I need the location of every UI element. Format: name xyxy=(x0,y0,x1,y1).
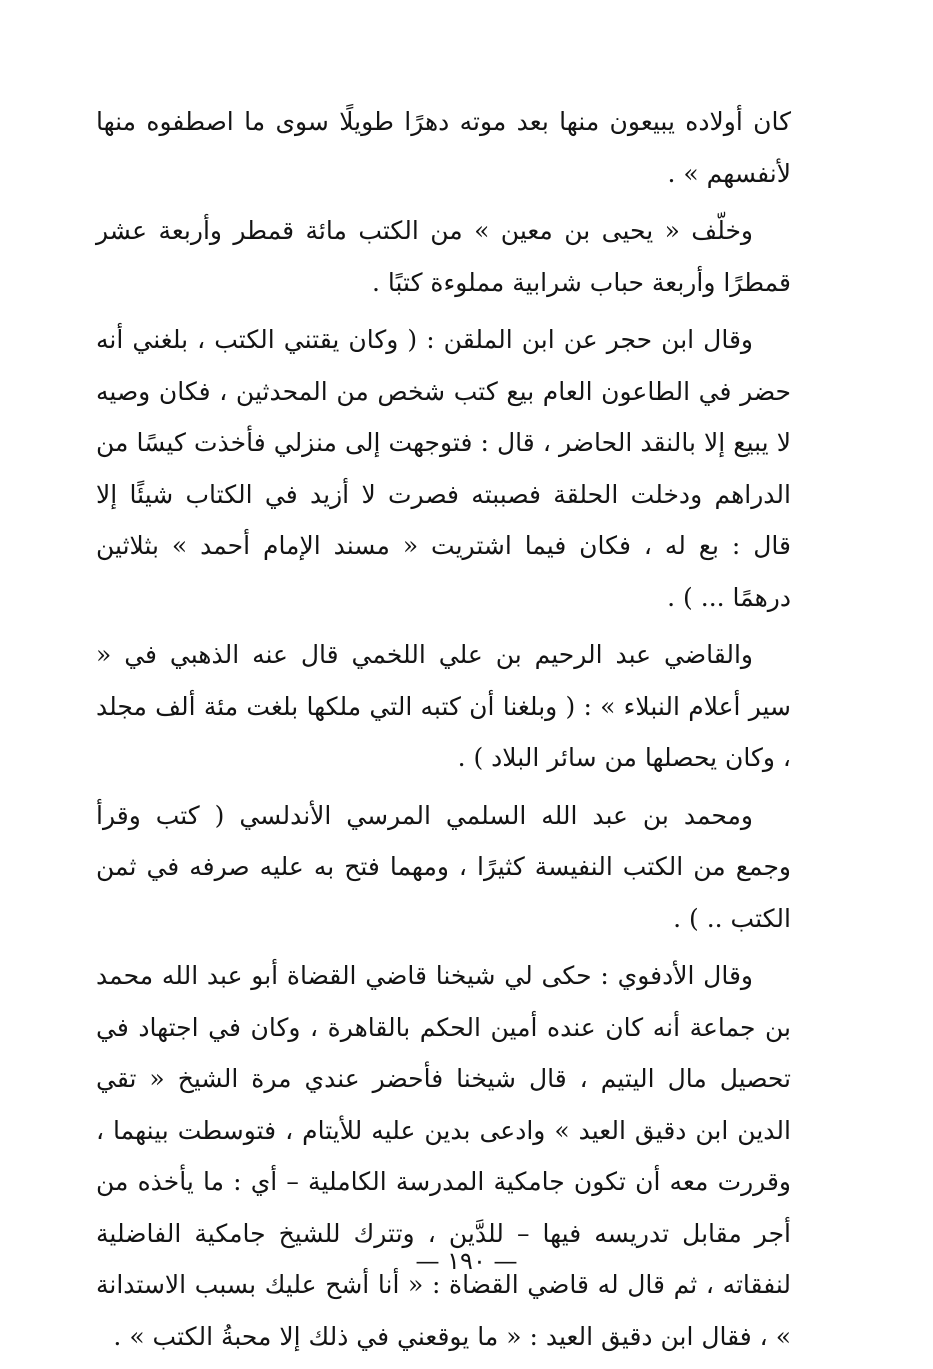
page-body xyxy=(96,96,791,1368)
paragraph: وقال الأدفوي : حكى لي شيخنا قاضي القضاة أبو عبد الله محمد بن جماعة أنه كان عنده أمين الحكم بالقاهرة ، وكان في اجتهاد في تحصيل مال اليتيم ، قال شيخنا فأحضر عندي مرة الشيخ « تقي الدين ابن دقيق العيد » وادعى بدين عليه للأيتام ، فتوسطت بينهما ، وقررت معه أن تكون جامكية المدرسة الكاملية – أي : ما يأخذه من أجر مقابل تدريسه فيها – للدَّين ، وتترك للشيخ جامكية الفاضلية لنفقاته ، ثم قال له قاضي القضاة : « أنا أشح عليك بسبب الاستدانة » ، فقال ابن دقيق العيد : « ما يوقعني في ذلك إلا محبةُ الكتب » . xyxy=(96,961,791,1351)
paragraph: ومحمد بن عبد الله السلمي المرسي الأندلسي ( كتب وقرأ وجمع من الكتب النفيسة كثيرًا ، ومهما فتح به عليه صرفه في ثمن الكتب .. ) . xyxy=(96,800,791,933)
paragraph: والقاضي عبد الرحيم بن علي اللخمي قال عنه الذهبي في « سير أعلام النبلاء » : ( وبلغنا أن كتبه التي ملكها بلغت مئة ألف مجلد ، وكان يحصلها من سائر البلاد ) . xyxy=(96,640,791,772)
paragraph: وقال ابن حجر عن ابن الملقن : ( وكان يقتني الكتب ، بلغني أنه حضر في الطاعون العام بيع كتب شخص من المحدثين ، فكان وصيه لا يبيع إلا بالنقد الحاضر ، قال : فتوجهت إلى منزلي فأخذت كيسًا من الدراهم ودخلت الحلقة فصببته فصرت لا أزيد في الكتاب شيئًا إلا قال : بع له ، فكان فيما اشتريت « مسند الإمام أحمد » بثلاثين درهمًا ... ) . xyxy=(96,325,791,612)
page-number: — ١٩٠ — xyxy=(415,1247,518,1275)
paragraph: وخلّف « يحيى بن معين » من الكتب مائة قمطر وأربعة عشر قمطرًا وأربعة حباب شرابية مملوءة كتبًا . xyxy=(96,216,791,297)
paragraph: كان أولاده يبيعون منها بعد موته دهرًا طويلًا سوى ما اصطفوه منها لأنفسهم » . xyxy=(96,107,791,188)
